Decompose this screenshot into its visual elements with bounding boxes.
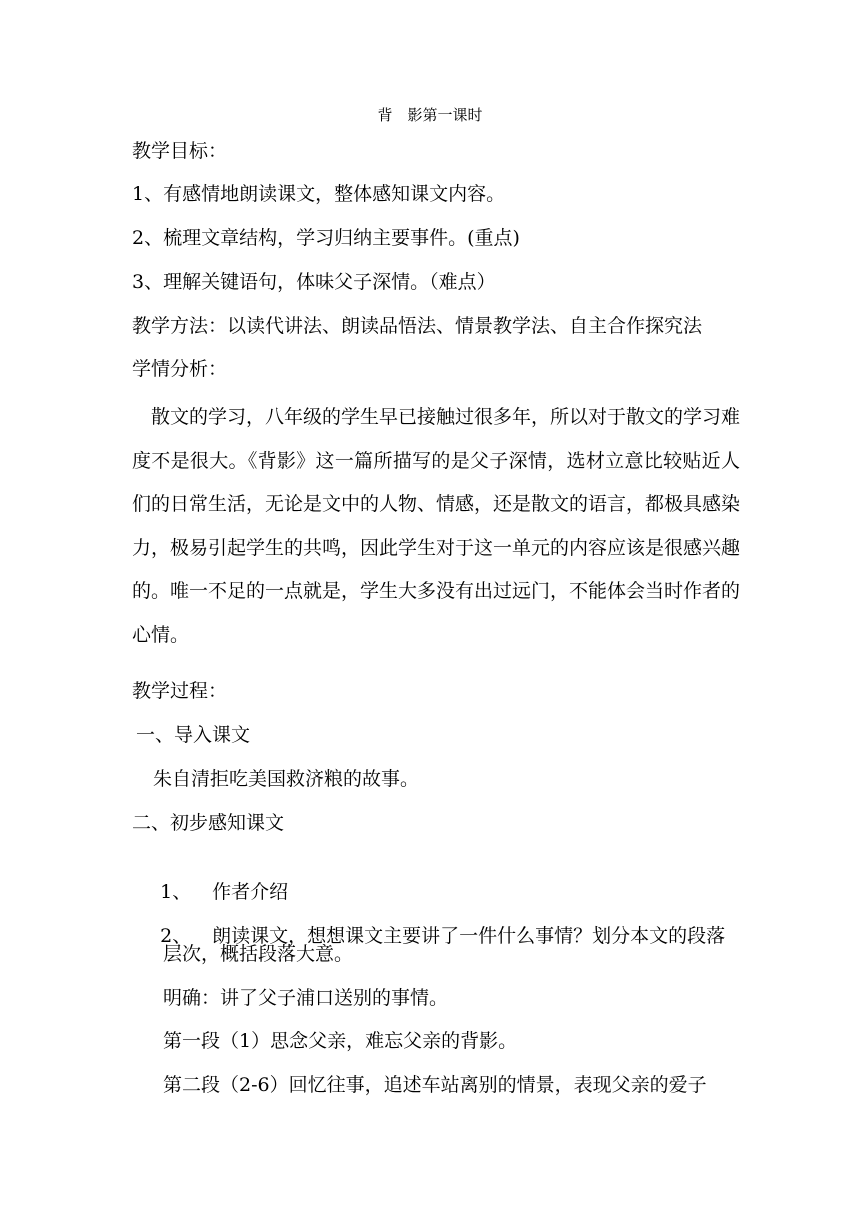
part-1-summary: 第一段（1）思念父亲，难忘父亲的背影。	[163, 1030, 518, 1052]
list-item-2-text: 朗读课文，想想课文主要讲了一件什么事情？划分本文的段落	[212, 925, 726, 947]
goals-heading: 教学目标：	[132, 140, 228, 162]
list-item-2-continuation: 层次，概括段落大意。	[163, 943, 354, 965]
analysis-paragraph: 散文的学习，八年级的学生早已接触过很多年，所以对于散文的学习难度不是很大。《背影》这一篇所描写的是父子深情，选材立意比较贴近人们的日常生活，无论是文中的人物、情感，还是散文的语言，都极具感染力，极易引起学生的共鸣，因此学生对于这一单元的内容应该是很感兴趣的。唯一不足的一点就是，学生大多没有出过远门，不能体会当时作者的心情。	[132, 406, 741, 646]
section-1-body: 朱自清拒吃美国救济粮的故事。	[153, 768, 420, 790]
clarification: 明确：讲了父子浦口送别的事情。	[163, 987, 449, 1009]
teaching-methods: 教学方法：以读代讲法、朗读品悟法、情景教学法、自主合作探究法	[132, 315, 703, 337]
goal-item-2: 2、梳理文章结构，学习归纳主要事件。(重点)	[132, 227, 520, 249]
list-item-2-number: 2、	[160, 925, 192, 947]
process-heading: 教学过程：	[132, 680, 228, 702]
list-item-1-number: 1、	[160, 881, 192, 903]
document-title: 背 影第一课时	[377, 106, 483, 124]
part-2-summary: 第二段（2-6）回忆往事，追述车站离别的情景，表现父亲的爱子	[163, 1074, 707, 1096]
list-item-1-text: 作者介绍	[212, 881, 289, 903]
goal-item-3: 3、理解关键语句，体味父子深情。（难点）	[132, 271, 496, 293]
section-heading-1: 一、导入课文	[136, 724, 251, 746]
section-heading-2: 二、初步感知课文	[132, 812, 285, 834]
analysis-heading: 学情分析：	[132, 358, 228, 380]
goal-item-1: 1、有感情地朗读课文，整体感知课文内容。	[132, 183, 506, 205]
